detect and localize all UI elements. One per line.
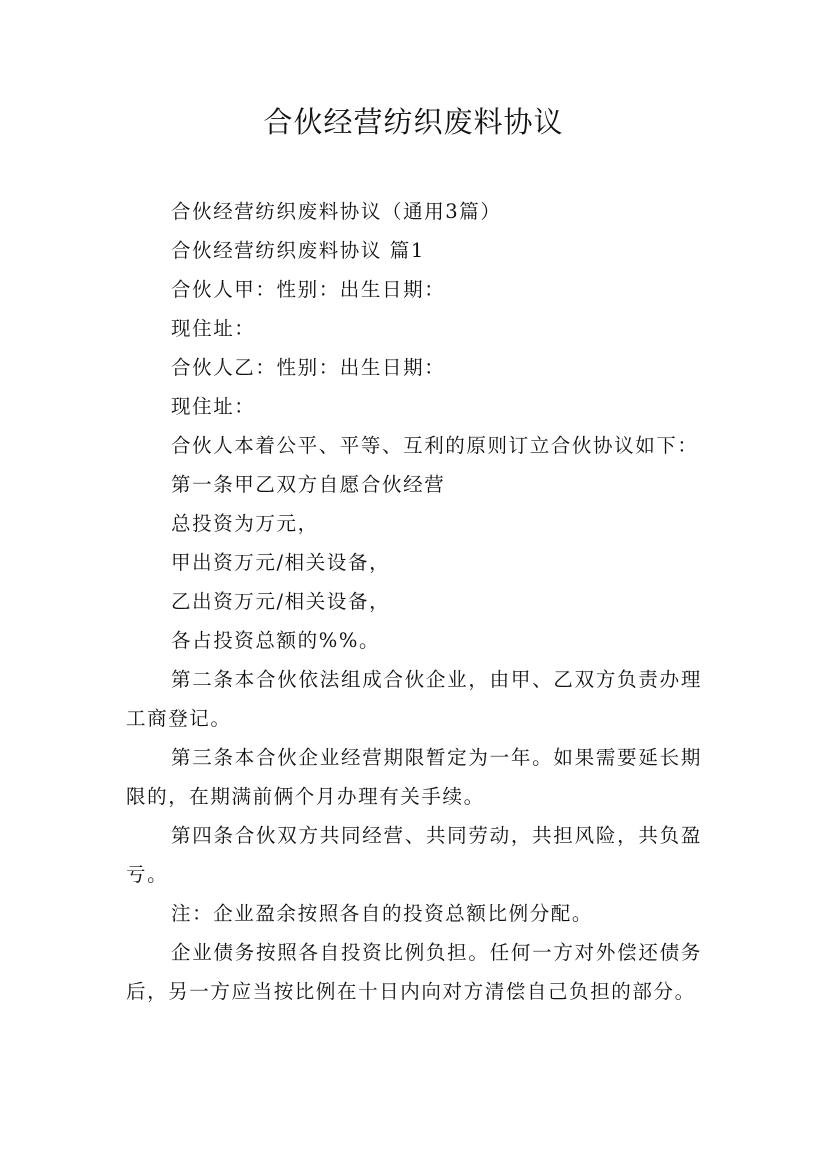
paragraph: 第四条合伙双方共同经营、共同劳动，共担风险，共负盈亏。 <box>126 824 702 886</box>
paragraph: 注：企业盈余按照各自的投资总额比例分配。 <box>171 902 594 925</box>
paragraph: 合伙人甲：性别：出生日期： <box>171 278 446 301</box>
paragraph: 第一条甲乙双方自愿合伙经营 <box>171 473 446 496</box>
paragraph: 合伙经营纺织废料协议 篇1 <box>171 239 425 262</box>
paragraph: 总投资为万元， <box>171 512 319 535</box>
paragraph: 第二条本合伙依法组成合伙企业，由甲、乙双方负责办理工商登记。 <box>126 668 702 730</box>
paragraph: 合伙人乙：性别：出生日期： <box>171 356 446 379</box>
paragraph: 企业债务按照各自投资比例负担。任何一方对外偿还债务后，另一方应当按比例在十日内向对方清偿自己负担的部分。 <box>126 941 702 1003</box>
paragraph: 现住址： <box>171 317 256 340</box>
paragraph: 各占投资总额的%%。 <box>171 629 381 652</box>
paragraph: 乙出资万元/相关设备， <box>171 590 391 613</box>
paragraph: 现住址： <box>171 395 256 418</box>
document-title: 合伙经营纺织废料协议 <box>263 105 564 139</box>
paragraph: 第三条本合伙企业经营期限暂定为一年。如果需要延长期限的，在期满前俩个月办理有关手续。 <box>126 746 702 808</box>
document-body <box>126 192 702 1011</box>
paragraph: 合伙经营纺织废料协议（通用3篇） <box>171 200 502 223</box>
paragraph: 合伙人本着公平、平等、互利的原则订立合伙协议如下： <box>171 434 699 457</box>
paragraph: 甲出资万元/相关设备， <box>171 551 391 574</box>
